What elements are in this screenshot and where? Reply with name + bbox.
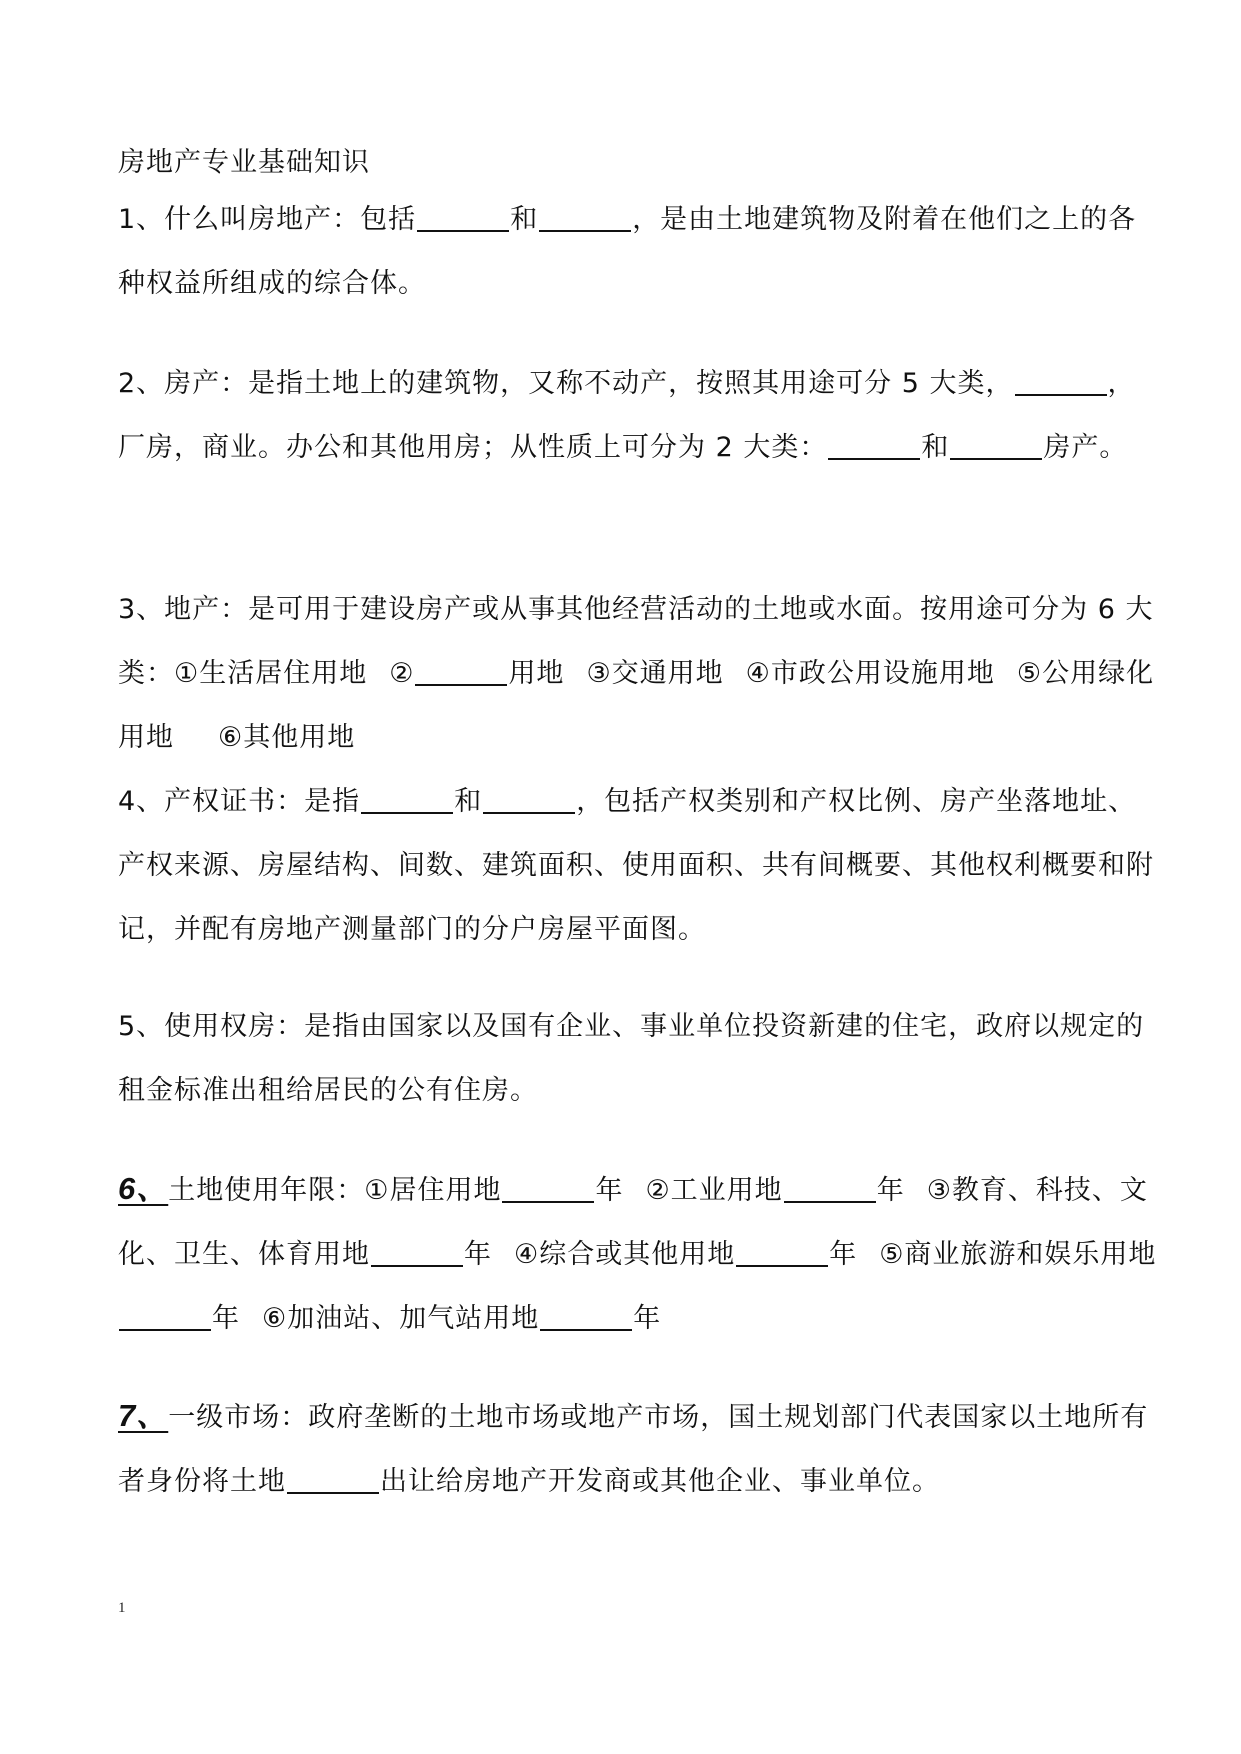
question-5 bbox=[118, 995, 1158, 1123]
q6-text-i: ⑤商业旅游和娱乐用地 bbox=[879, 1239, 1157, 1270]
q2-blank-2[interactable] bbox=[828, 430, 920, 460]
q6-blank-5[interactable] bbox=[119, 1301, 211, 1331]
q6-text-b: 年 bbox=[595, 1175, 624, 1206]
q6-text-f: 年 bbox=[464, 1239, 492, 1270]
question-1 bbox=[118, 188, 1158, 316]
q6-number: 6、 bbox=[118, 1171, 169, 1206]
q6-text-l: 年 bbox=[633, 1303, 662, 1334]
q6-blank-6[interactable] bbox=[540, 1301, 632, 1331]
q6-blank-1[interactable] bbox=[502, 1173, 594, 1203]
q6-text-c: ②工业用地 bbox=[645, 1175, 783, 1206]
q4-text-a: 4、产权证书：是指 bbox=[118, 786, 361, 817]
question-7 bbox=[118, 1384, 1158, 1514]
q1-blank-2[interactable] bbox=[539, 202, 631, 232]
q6-text-g: ④综合或其他用地 bbox=[514, 1239, 736, 1270]
q1-text-b: 和 bbox=[510, 204, 539, 235]
q4-blank-2[interactable] bbox=[483, 784, 575, 814]
q6-blank-2[interactable] bbox=[784, 1173, 876, 1203]
q4-blank-1[interactable] bbox=[361, 784, 453, 814]
q1-text-a: 1、什么叫房地产：包括 bbox=[118, 204, 417, 235]
q3-blank-1[interactable] bbox=[415, 656, 507, 686]
q7-text-b: 出让给房地产开发商或其他企业、事业单位。 bbox=[380, 1466, 940, 1497]
q6-text-e: ③教育、科技、文化、卫生、体育用地 bbox=[118, 1175, 1148, 1270]
question-6 bbox=[118, 1157, 1158, 1351]
q2-text-b: ，厂房，商业。办公和其他用房；从性质上可分为 2 大类： bbox=[118, 368, 1136, 463]
q6-text-d: 年 bbox=[876, 1175, 905, 1206]
q6-blank-4[interactable] bbox=[736, 1237, 828, 1267]
q2-text-d: 房产。 bbox=[1043, 432, 1128, 463]
q4-text-c: ，包括产权类别和产权比例、房产坐落地址、产权来源、房屋结构、间数、建筑面积、使用面积、共有间概要、其他权利概要和附记，并配有房地产测量部门的分户房屋平面图。 bbox=[118, 786, 1154, 945]
q3-text-f: ⑤公用绿化用地 bbox=[118, 658, 1155, 753]
q6-text-k: ⑥加油站、加气站用地 bbox=[262, 1303, 540, 1334]
q2-text-a: 2、房产：是指土地上的建筑物，又称不动产，按照其用途可分 5 大类， bbox=[118, 368, 1014, 399]
question-4 bbox=[118, 770, 1158, 962]
q2-blank-1[interactable] bbox=[1015, 366, 1107, 396]
document-title: 房地产专业基础知识 bbox=[118, 147, 370, 178]
q3-text-e: ④市政公用设施用地 bbox=[745, 658, 995, 689]
q6-text-j: 年 bbox=[212, 1303, 240, 1334]
q6-blank-3[interactable] bbox=[371, 1237, 463, 1267]
q6-text-a: 土地使用年限：①居住用地 bbox=[168, 1175, 502, 1206]
q7-number: 7、 bbox=[118, 1398, 169, 1433]
page-number: 1 bbox=[118, 1600, 126, 1616]
q2-blank-3[interactable] bbox=[950, 430, 1042, 460]
q1-blank-1[interactable] bbox=[417, 202, 509, 232]
q3-text-d: ③交通用地 bbox=[586, 658, 724, 689]
q3-text-b: ② bbox=[389, 658, 415, 689]
q4-text-b: 和 bbox=[454, 786, 483, 817]
q3-text-g: ⑥其他用地 bbox=[218, 722, 356, 753]
q1-text-c: ，是由土地建筑物及附着在他们之上的各种权益所组成的综合体。 bbox=[118, 204, 1137, 299]
question-2 bbox=[118, 352, 1158, 480]
q7-text-a: 一级市场：政府垄断的土地市场或地产市场，国土规划部门代表国家以土地所有者身份将土地 bbox=[118, 1402, 1149, 1497]
q2-text-c: 和 bbox=[921, 432, 950, 463]
question-3 bbox=[118, 578, 1158, 770]
q3-text-a: 3、地产：是可用于建设房产或从事其他经营活动的土地或水面。按用途可分为 6 大类：①生活居住用地 bbox=[118, 594, 1154, 689]
q5-text-a: 5、使用权房：是指由国家以及国有企业、事业单位投资新建的住宅，政府以规定的租金标准出租给居民的公有住房。 bbox=[118, 1011, 1145, 1106]
q7-blank-1[interactable] bbox=[287, 1464, 379, 1494]
q3-text-c: 用地 bbox=[508, 658, 565, 689]
q6-text-h: 年 bbox=[829, 1239, 858, 1270]
